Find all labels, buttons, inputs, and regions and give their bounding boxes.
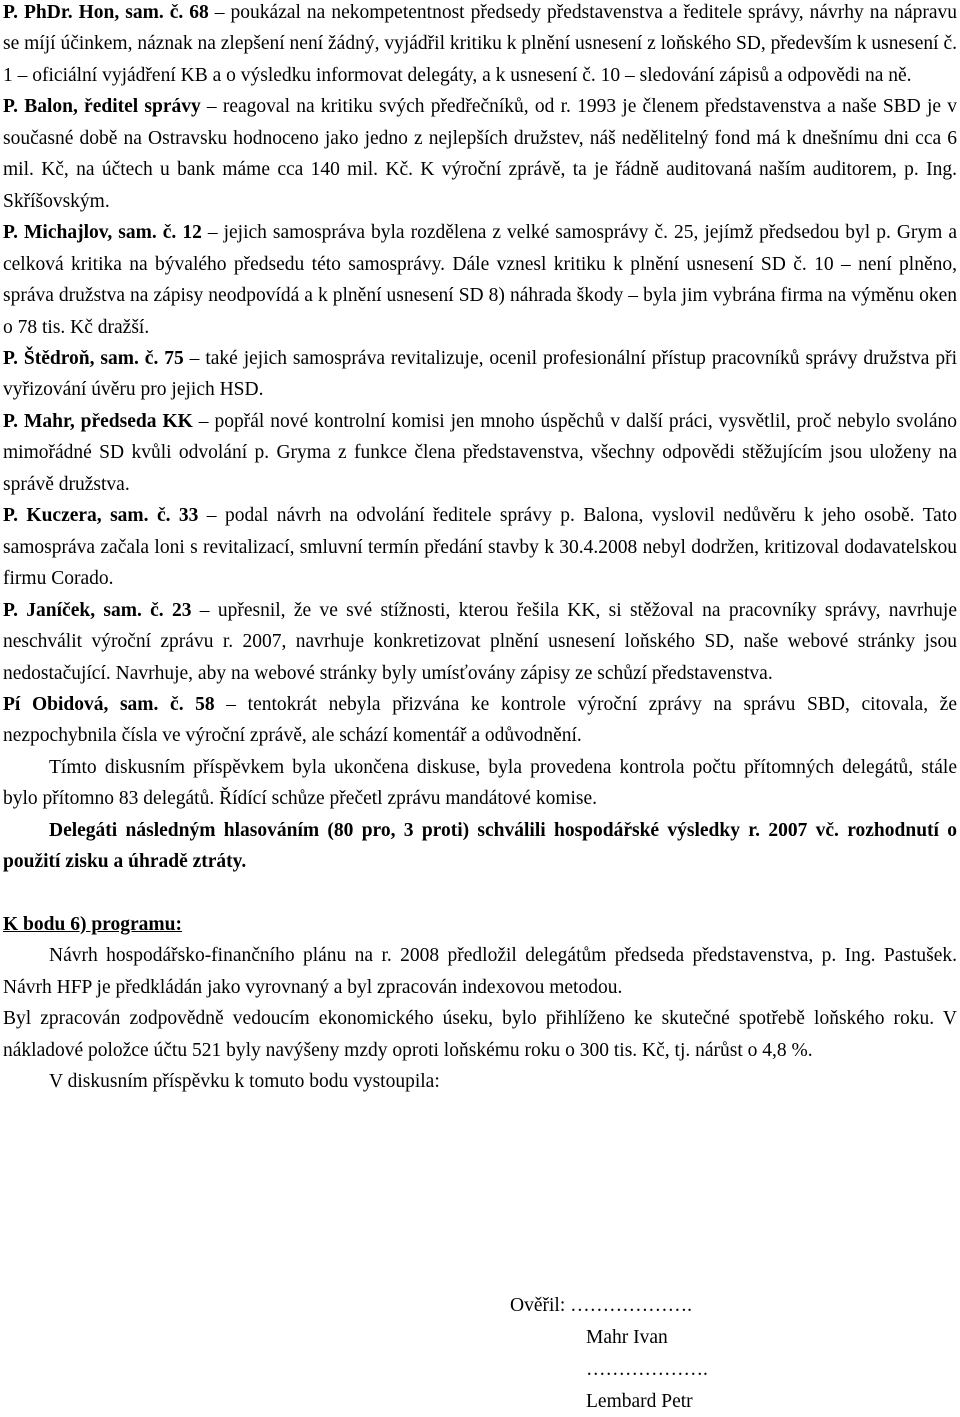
paragraph-kuczera [3, 500, 957, 594]
section-paragraph-plan: Návrh hospodářsko-finančního plánu na r. 2008 předložil delegátům předseda představenstva, p. Ing. Pastušek. Návrh HFP je předkládán jako vyrovnaný a byl zpracován indexovou metodou. [3, 945, 957, 998]
paragraph-text: – jejich samospráva byla rozdělena z velké samosprávy č. 25, jejímž předsedou byl p. Grym a celková kritika na bývalého předsedu této samosprávy. Dále vznesl kritiku k plnění usnesení SD č. 10 – není plněno, správa družstva na zápisy neodpovídá a k plnění usnesení SD 8) náhrada škody – byla jim vybrána firma na výměnu oken o 78 tis. Kč dražší. [3, 222, 957, 338]
section-paragraph-discussion: V diskusním příspěvku k tomuto bodu vystoupila: [49, 1070, 440, 1092]
document-page [3, 0, 957, 1097]
section-heading: K bodu 6) programu: [3, 913, 182, 935]
speaker-name: P. Kuczera, sam. č. 33 [3, 505, 199, 527]
paragraph-balon [3, 91, 957, 217]
paragraph-text: – popřál nové kontrolní komisi jen mnoho úspěchů v další práci, vysvětlil, proč nebylo svoláno mimořádné SD kvůli odvolání p. Gryma z funkce člena představenstva, všechny odpovědi stěžujícím jsou uloženy na správě družstva. [3, 410, 957, 495]
paragraph-text: – podal návrh na odvolání ředitele správy p. Balona, vyslovil nedůvěru k jeho osobě. Tato samospráva začala loni s revitalizací, smluvní termín předání stavby k 30.4.2008 nebyl dodržen, kritizoval dodavatelskou firmu Corado. [3, 505, 957, 590]
paragraph-janicek [3, 595, 957, 689]
paragraph-text: – poukázal na nekompetentnost předsedy představenstva a ředitele správy, návrhy na nápravu se míjí účinkem, náznak na zlepšení není žádný, vyjádřil kritiku k plnění usnesení z loňského SD, především k usnesení č. 1 – oficiální vyjádření KB a o výsledku informovat delegáty, a k usnesení č. 10 – sledování zápisů a odpovědi na ně. [3, 2, 957, 86]
paragraph-hon [3, 0, 957, 91]
speaker-name: P. Balon, ředitel správy [3, 96, 201, 118]
signature-name-1: Mahr Ivan [586, 1327, 668, 1348]
paragraph-text: – tentokrát nebyla přizvána ke kontrole výroční zprávy na správu SBD, citovala, že nezpochybnila čísla ve výroční zprávě, ale schází komentář a odůvodnění. [3, 693, 957, 747]
speaker-name: Pí Obidová, sam. č. 58 [3, 693, 215, 715]
spacer [3, 878, 957, 909]
discussion-end-paragraph: Tímto diskusním příspěvkem byla ukončena diskuse, byla provedena kontrola počtu přítomných delegátů, stále bylo přítomno 83 delegátů. Řídící schůze přečetl zprávu mandátové komise. [3, 756, 957, 810]
vote-result-paragraph: Delegáti následným hlasováním (80 pro, 3 proti) schválili hospodářské výsledky r. 2007 vč. rozhodnutí o použití zisku a úhradě ztráty. [3, 819, 957, 873]
paragraph-text: – také jejich samospráva revitalizuje, ocenil profesionální přístup pracovníků správy družstva při vyřizování úvěru pro jejich HSD. [3, 347, 957, 401]
speaker-name: P. Janíček, sam. č. 23 [3, 599, 192, 621]
paragraph-obidova [3, 689, 957, 752]
speaker-name: P. PhDr. Hon, sam. č. 68 [3, 2, 209, 23]
signature-dots-2: ………………. [586, 1359, 708, 1380]
signature-verify-line: Ověřil: ………………. [510, 1295, 692, 1316]
paragraph-text: – reagoval na kritiku svých předřečníků, od r. 1993 je členem představenstva a naše SBD je v současné době na Ostravsku hodnoceno jako jedno z nejlepších družstev, náš nedělitelný fond má k dnešnímu dni cca 6 mil. Kč, na účtech u bank máme cca 140 mil. Kč. K výroční zprávě, ta je řádně auditovaná naším auditorem, p. Ing. Skříšovským. [3, 96, 957, 212]
paragraph-mahr [3, 406, 957, 500]
paragraph-michajlov [3, 217, 957, 343]
paragraph-text: – upřesnil, že ve své stížnosti, kterou řešila KK, si stěžoval na pracovníky správy, navrhuje neschválit výroční zprávu r. 2007, navrhuje konkretizovat plnění usnesení loňského SD, naše webové stránky jsou nedostačující. Navrhuje, aby na webové stránky byly umísťovány zápisy ze schůzí představenstva. [3, 599, 957, 684]
signature-name-2: Lembard Petr [586, 1391, 693, 1412]
speaker-name: P. Mahr, předseda KK [3, 410, 193, 432]
paragraph-stedron [3, 343, 957, 406]
section-paragraph-wages: Byl zpracován zodpovědně vedoucím ekonomického úseku, bylo přihlíženo ke skutečné spotřebě loňského roku. V nákladové položce účtu 521 byly navýšeny mzdy oproti loňskému roku o 300 tis. Kč, tj. nárůst o 4,8 %. [3, 1008, 957, 1061]
speaker-name: P. Michajlov, sam. č. 12 [3, 222, 202, 244]
speaker-name: P. Štědroň, sam. č. 75 [3, 347, 184, 369]
